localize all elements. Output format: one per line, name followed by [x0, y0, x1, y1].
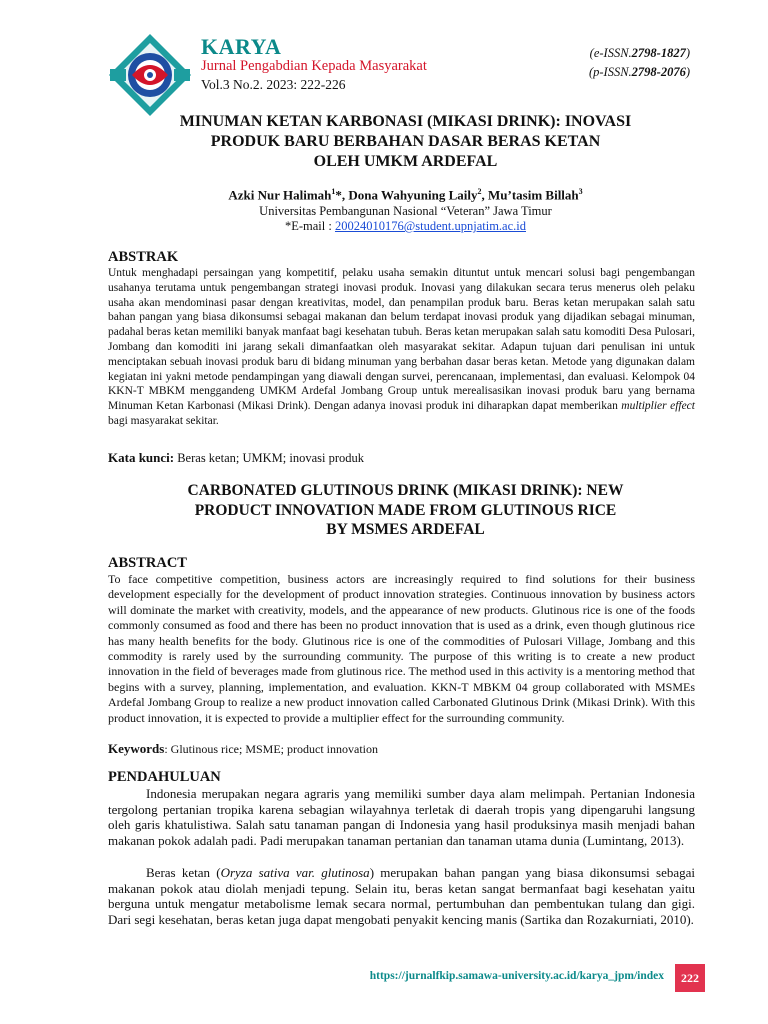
footer-url-link[interactable]: https://jurnalfkip.samawa-university.ac.id/karya_jpm/index — [369, 970, 664, 982]
page-number: 222 — [675, 964, 705, 992]
journal-subtitle: Jurnal Pengabdian Kepada Masyarakat — [201, 58, 427, 74]
title-id-line: PRODUK BARU BERBAHAN DASAR BERAS KETAN — [210, 133, 601, 150]
paper-title-id — [108, 112, 703, 172]
email-line: *E-mail : 20024010176@student.upnjatim.ac.id — [284, 219, 526, 233]
title-en-line: CARBONATED GLUTINOUS DRINK (MIKASI DRINK): NEW — [187, 482, 624, 499]
kata-kunci: Kata kunci: Beras ketan; UMKM; inovasi produk — [108, 450, 364, 465]
journal-logo-icon — [108, 33, 192, 117]
pendahuluan-heading: PENDAHULUAN — [108, 769, 221, 785]
title-id-line: MINUMAN KETAN KARBONASI (MIKASI DRINK): INOVASI — [179, 113, 632, 130]
paper-title-en — [108, 481, 703, 540]
abstrak-text: Untuk menghadapi persaingan yang kompetitif, pelaku usaha semakin dituntut untuk mencari solusi bagi pengembangan usahanya terutama untuk pengembangan strategi inovasi produk. Inovasi yang dilakukan secara terus menerus oleh pelaku usaha akan mendominasi pasar dengan kreativitas, model, dan penampilan produk baru. Beras ketan merupakan salah satu bahan pangan yang biasa dikonsumsi sebagai makanan dan belum terdapat inovasi produk yang dijadikan sebagai minuman, padahal beras ketan memiliki banyak manfaat bagi kesehatan tubuh. Beras ketan merupakan salah satu komoditi Desa Pulosari, Jombang dan komoditi ini jarang sekali dimanfaatkan oleh masyarakat sekitar. Adapun tujuan dari penulisan ini untuk menciptakan sebuah inovasi produk baru di bidang minuman yang berbahan dasar beras ketan. Metode yang digunakan dalam kegiatan ini yakni metode pendampingan yang diawali dengan survei, perencanaan, implementasi, dan evaluasi. Kelompok 04 KKN-T MBKM menggandeng UMKM Ardefal Jombang Group untuk merealisasikan inovasi produk baru yang bernama Minuman Ketan Karbonasi (Mikasi Drink). Dengan adanya inovasi produk ini diharapkan dapat memberikan multiplier effect bagi masyarakat sekitar. — [108, 267, 695, 427]
abstract-heading: ABSTRACT — [108, 555, 187, 571]
affiliation: Universitas Pembangunan Nasional “Veteran” Jawa Timur — [259, 204, 552, 218]
title-en-line: BY MSMES ARDEFAL — [326, 521, 485, 538]
author-list: Azki Nur Halimah$^1$*, Dona Wahyuning Laily$^2$, Mu’tasim Billah$^3$ — [228, 187, 583, 203]
email-link[interactable]: 20024010176@student.upnjatim.ac.id — [334, 219, 526, 233]
journal-name: KARYA — [201, 34, 282, 59]
keywords: Keywords: Glutinous rice; MSME; product innovation — [108, 741, 378, 756]
abstrak-heading: ABSTRAK — [108, 249, 179, 265]
journal-volume: Vol.3 No.2. 2023: 222-226 — [201, 77, 346, 92]
title-en-line: PRODUCT INNOVATION MADE FROM GLUTINOUS RICE — [194, 501, 617, 519]
eissn: (e-ISSN.2798-1827) — [589, 46, 690, 60]
title-id-line: OLEH UMKM ARDEFAL — [313, 153, 498, 170]
pissn: (p-ISSN.2798-2076) — [588, 65, 690, 79]
body-paragraph: Beras ketan (Oryza sativa var. glutinosa) merupakan bahan pangan yang biasa dikonsumsi sebagai makanan pokok atau diolah menjadi tepung. Selain itu, beras ketan sangat bermanfaat bagi kesehatan yaitu berguna untuk mengatur metabolisme lemak secara normal, pertumbuhan dan pembentukan tulang dan gigi. Dari segi kesehatan, beras ketan juga dapat mengobati penyakit kencing manis (Sartika dan Rozakurniati, 2010). — [108, 865, 695, 927]
body-paragraph: Indonesia merupakan negara agraris yang memiliki sumber daya alam melimpah. Pertanian Indonesia tergolong pertanian tropika karena sebagian wilayahnya terletak di daerah tropis yang dipengaruhi langsung oleh garis khatulistiwa. Salah satu tanaman pangan di Indonesia yang hasil produksinya masih menjadi bahan makanan pokok adalah padi. Padi merupakan tanaman pertanian dan tanaman utama dunia (Lumintang, 2013). — [108, 786, 695, 848]
abstract-text: To face competitive competition, business actors are increasingly required to find solutions for their business development especially for the development of product innovation strategies. Continuous innovation by business actors will dominate the market with creativity, models, and the appearance of new products. Glutinous rice is one of the foods commonly consumed as food and there has been no product innovation that is used as a drink, even though glutinous rice has many health benefits for the body. Glutinous rice is one of the commodities of Pulosari Village, Jombang and this commodity is rarely used by the surrounding community. The purpose of this writing is to create a new product innovation in the field of beverages made from glutinous rice. The method used in this activity is a mentoring method that begins with a survey, planning, implementation, and evaluation. KKN-T MBKM 04 group collaborated with MSMEs Ardefal Jombang Group to realize a new product innovation called Carbonated Glutinous Drink (Mikasi Drink). With this product innovation, it is expected to provide a multiplier effect for the surrounding community. — [108, 572, 695, 725]
